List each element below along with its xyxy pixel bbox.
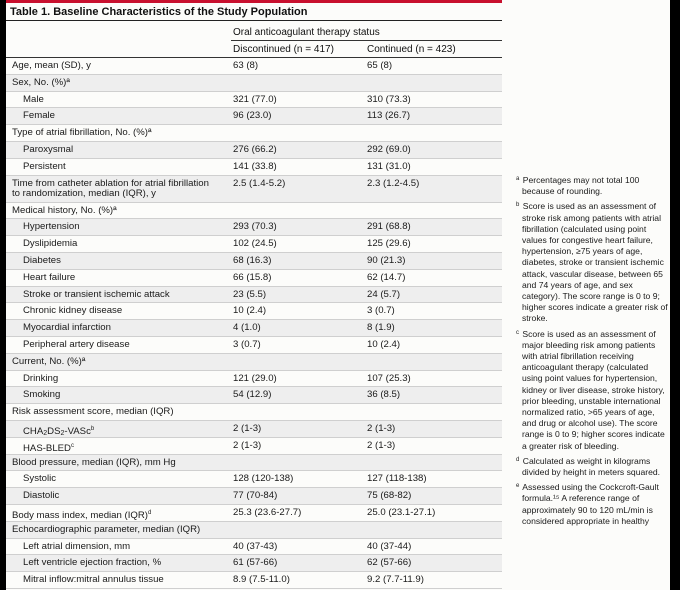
- footnote-text: Assessed using the Cockcroft-Gault formula.¹⁵ A reference range of approximately 90 to 120 mL/min is considered appropriate in healthy: [522, 482, 659, 526]
- row-label: Hypertension: [23, 221, 80, 233]
- discontinued-value: 293 (70.3): [233, 221, 277, 233]
- row-label: Stroke or transient ischemic attack: [23, 288, 170, 300]
- table-row: [6, 108, 502, 125]
- discontinued-value: 40 (37-43): [233, 540, 278, 552]
- table-row: [6, 354, 502, 371]
- footnote: [516, 481, 670, 527]
- discontinued-value: 25.3 (23.6-27.7): [233, 506, 302, 518]
- table-row: [6, 555, 502, 572]
- table-row: [6, 236, 502, 253]
- table-row: [6, 572, 502, 589]
- table-row: [6, 125, 502, 142]
- discontinued-value: 96 (23.0): [233, 110, 272, 122]
- table-row: [6, 438, 502, 455]
- continued-value: 65 (8): [367, 60, 393, 71]
- row-label: Myocardial infarction: [23, 322, 111, 334]
- table-row: [6, 270, 502, 287]
- continued-value: 40 (37-44): [367, 540, 412, 552]
- title-accent-rule: [6, 0, 502, 3]
- continued-value: 10 (2.4): [367, 338, 401, 350]
- label-subscript: 2: [43, 429, 48, 437]
- table-row: [6, 92, 502, 109]
- table-row: [6, 371, 502, 388]
- row-label: Paroxysmal: [23, 143, 74, 155]
- continued-value: 75 (68-82): [367, 490, 412, 502]
- discontinued-value: 276 (66.2): [233, 143, 277, 155]
- footnote-marker: d: [516, 456, 520, 463]
- footnote-marker: c: [70, 442, 74, 449]
- footnote: [516, 174, 670, 197]
- discontinued-value: 102 (24.5): [233, 238, 277, 250]
- continued-value: 90 (21.3): [367, 254, 406, 266]
- section-label: Risk assessment score, median (IQR): [12, 406, 174, 418]
- continued-value: 3 (0.7): [367, 305, 395, 317]
- continued-value: 107 (25.3): [367, 372, 411, 384]
- group-header-rule: [231, 40, 502, 41]
- table-row: [6, 404, 502, 421]
- discontinued-value: 2.5 (1.4-5.2): [233, 177, 286, 189]
- table-row: [6, 421, 502, 438]
- row-label: Male: [23, 93, 44, 105]
- label-subscript: 2: [60, 429, 65, 437]
- table-row: [6, 203, 502, 220]
- row-label: Diastolic: [23, 490, 60, 502]
- discontinued-value: 2 (1-3): [233, 422, 262, 434]
- row-label: Systolic: [23, 473, 57, 485]
- discontinued-value: 128 (120-138): [233, 473, 294, 485]
- footnote-text: Score is used as an assessment of stroke risk among patients with atrial fibrillation (calculated using point values for congestive heart failure, hypertension, ≥75 years of age, diabetes, stroke or transient ischemic attack, vascular disease, between 65 and 74 years of age, and sex category). The score range is 0 to 9; higher scores indicate a greater risk of stroke.: [522, 201, 668, 324]
- table-row: [6, 337, 502, 354]
- discontinued-value: 321 (77.0): [233, 93, 277, 105]
- discontinued-value: 8.9 (7.5-11.0): [233, 574, 290, 586]
- footnote-text: Percentages may not total 100 because of rounding.: [522, 175, 640, 197]
- label-part: Body mass index, median (IQR): [12, 509, 148, 521]
- row-label: Chronic kidney disease: [23, 305, 123, 317]
- footnote-marker: d: [147, 509, 152, 516]
- continued-value: 24 (5.7): [367, 288, 401, 300]
- row-label: Drinking: [23, 372, 59, 384]
- table-row: [6, 142, 502, 159]
- section-label: Echocardiographic parameter, median (IQR): [12, 523, 201, 535]
- table-row: [6, 75, 502, 92]
- footnote-marker: b: [516, 202, 520, 209]
- row-label: Dyslipidemia: [23, 238, 78, 250]
- discontinued-value: 10 (2.4): [233, 305, 267, 317]
- continued-value: 36 (8.5): [367, 389, 401, 401]
- row-label: Heart failure: [23, 271, 76, 283]
- table-row: [6, 159, 502, 176]
- row-label: [12, 179, 209, 200]
- document-page: [6, 0, 670, 590]
- table-row: [6, 287, 502, 304]
- continued-value: 2 (1-3): [367, 439, 396, 451]
- footnote-text: Calculated as weight in kilograms divided by height in meters squared.: [522, 455, 661, 478]
- footnote-marker: b: [90, 425, 95, 432]
- discontinued-value: 121 (29.0): [233, 372, 277, 384]
- section-label: Blood pressure, median (IQR), mm Hg: [12, 456, 176, 468]
- continued-value: 62 (57-66): [367, 557, 412, 569]
- footnote: [516, 200, 670, 324]
- table-row: [6, 455, 502, 472]
- continued-value: 25.0 (23.1-27.1): [367, 506, 436, 518]
- row-label: Female: [23, 110, 55, 122]
- footnote-marker: c: [516, 329, 519, 336]
- group-header: Oral anticoagulant therapy status: [233, 27, 380, 38]
- row-label: Persistent: [23, 160, 66, 172]
- discontinued-value: 66 (15.8): [233, 271, 272, 283]
- discontinued-value: 23 (5.5): [233, 288, 267, 300]
- table-row: [6, 522, 502, 539]
- table-title: Table 1. Baseline Characteristics of the Study Population: [10, 6, 308, 18]
- label-part: HAS-BLED: [23, 442, 71, 454]
- discontinued-value: 54 (12.9): [233, 389, 272, 401]
- row-label: Left ventricle ejection fraction, %: [23, 557, 162, 569]
- title-divider: [6, 20, 502, 21]
- continued-value: 292 (69.0): [367, 143, 411, 155]
- column-header-continued: Continued (n = 423): [367, 44, 456, 55]
- footnote: [516, 455, 670, 478]
- table-body: [6, 58, 502, 589]
- footnote: [516, 328, 670, 452]
- section-label: Sex, No. (%)ª: [12, 76, 70, 88]
- discontinued-value: 3 (0.7): [233, 338, 261, 350]
- section-label: Current, No. (%)ª: [12, 355, 86, 367]
- footnote-marker: a: [516, 176, 520, 182]
- row-label: Smoking: [23, 389, 61, 401]
- continued-value: 2 (1-3): [367, 422, 396, 434]
- continued-value: 310 (73.3): [367, 93, 411, 105]
- column-header-discontinued: Discontinued (n = 417): [233, 44, 334, 55]
- row-label: Diabetes: [23, 254, 61, 266]
- discontinued-value: 61 (57-66): [233, 557, 278, 569]
- row-label: Peripheral artery disease: [23, 338, 130, 350]
- table-row: [6, 471, 502, 488]
- footnote-text: Score is used as an assessment of major bleeding risk among patients with atrial fibrillation receiving anticoagulant therapy (calculated using point values for hypertension, kidney or liver disease, stroke history, prior bleeding, unstable international normalized ratio, >65 years of age, and drug or alcohol use). The score range is 0 to 9; higher scores indicate a greater risk of bleeding.: [522, 328, 665, 451]
- table-row: [6, 320, 502, 337]
- table-row: [6, 219, 502, 236]
- discontinued-value: 2 (1-3): [233, 439, 262, 451]
- table-row: [6, 253, 502, 270]
- continued-value: 291 (68.8): [367, 221, 411, 233]
- continued-value: 113 (26.7): [367, 110, 411, 122]
- table-footnotes: [516, 174, 670, 530]
- discontinued-value: 63 (8): [233, 60, 259, 71]
- continued-value: 131 (31.0): [367, 160, 411, 172]
- row-label: Mitral inflow:mitral annulus tissue: [23, 574, 164, 586]
- footnote-marker: e: [516, 483, 520, 490]
- discontinued-value: 68 (16.3): [233, 254, 272, 266]
- row-label: Left atrial dimension, mm: [23, 540, 131, 552]
- table-row: [6, 176, 502, 203]
- continued-value: 125 (29.6): [367, 238, 411, 250]
- table-row: [6, 387, 502, 404]
- table-row: [6, 505, 502, 522]
- row-label-line-2: to randomization, median (IQR), y: [12, 188, 156, 200]
- table-row: [6, 303, 502, 320]
- table-row: [6, 58, 502, 75]
- table-row: [6, 488, 502, 505]
- section-label: Type of atrial fibrillation, No. (%)ª: [12, 127, 152, 139]
- continued-value: 62 (14.7): [367, 271, 406, 283]
- label-part: DS: [47, 425, 61, 437]
- table-row: [6, 539, 502, 556]
- label-part: -VASc: [64, 425, 91, 437]
- label-part: CHA: [23, 425, 44, 437]
- discontinued-value: 4 (1.0): [233, 322, 261, 334]
- discontinued-value: 77 (70-84): [233, 490, 278, 502]
- continued-value: 127 (118-138): [367, 473, 427, 485]
- continued-value: 9.2 (7.7-11.9): [367, 574, 424, 586]
- row-label: Age, mean (SD), y: [12, 60, 91, 71]
- row-label-line-1: Time from catheter ablation for atrial fibrillation: [12, 177, 209, 189]
- continued-value: 2.3 (1.2-4.5): [367, 177, 420, 189]
- section-label: Medical history, No. (%)ª: [12, 204, 117, 216]
- continued-value: 8 (1.9): [367, 322, 395, 334]
- discontinued-value: 141 (33.8): [233, 160, 277, 172]
